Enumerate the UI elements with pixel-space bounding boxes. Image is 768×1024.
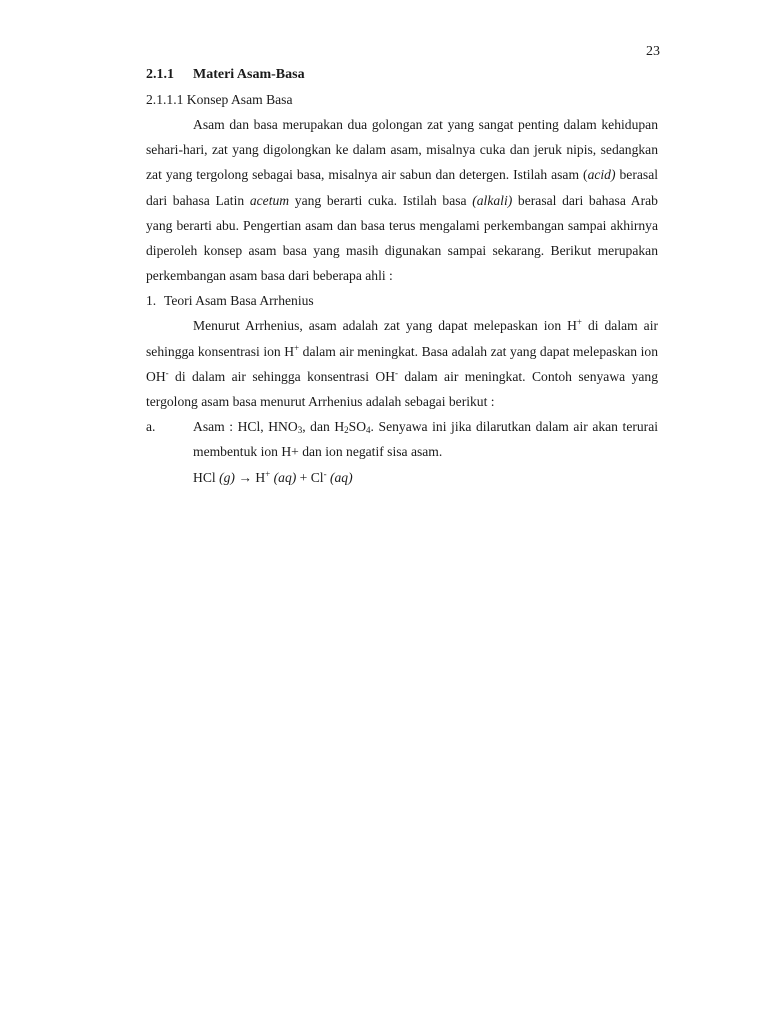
equation-state-gas: (g): [219, 469, 235, 485]
list-item-a: [146, 414, 658, 464]
section-title: Materi Asam-Basa: [193, 66, 305, 82]
item-a-text-2: , dan H: [302, 419, 345, 435]
item-a-text-3: SO: [348, 419, 367, 435]
item-a-text-4: . Senyawa ini jika dilarutkan dalam air akan terurai membentuk ion H+ dan ion negatif sisa asam.: [193, 419, 659, 460]
equation-state-aq: (aq): [326, 469, 353, 485]
intro-text-3: yang berarti cuka. Istilah basa: [289, 192, 473, 208]
intro-paragraph: [146, 112, 658, 288]
theory-text-5: dalam air meningkat. Contoh senyawa yang tergolong asam basa menurut Arrhenius adalah sebagai berikut :: [146, 368, 659, 410]
superscript-minus: -: [165, 367, 169, 378]
equation-cl: + Cl: [296, 469, 324, 485]
intro-term-acid: acid): [587, 167, 616, 183]
theory-text-2: di dalam air sehingga konsentrasi ion H: [146, 318, 659, 359]
theory-paragraph: [146, 313, 658, 414]
intro-text-1: Asam dan basa merupakan dua golongan zat yang sangat penting dalam kehidupan sehari-hari, zat yang digolongkan ke dalam asam, misalnya cuka dan jeruk nipis, sedangkan zat yang tergolong sebagai basa, misalnya air sabun dan detergen. Istilah asam (: [146, 117, 658, 183]
theory-text-1: Menurut Arrhenius, asam adalah zat yang dapat melepaskan ion H: [193, 318, 577, 334]
superscript-plus: +: [265, 468, 271, 479]
superscript-plus: +: [294, 342, 300, 353]
superscript-minus: -: [323, 468, 327, 479]
intro-term-alkali: (alkali): [472, 192, 513, 208]
intro-text-4: berasal dari bahasa Arab yang berarti abu. Pengertian asam dan basa terus mengalami perkembangan sampai akhirnya diperoleh konsep asam basa yang masih digunakan sampai sekarang. Berikut merupakan perkembangan asam basa dari beberapa ahli :: [146, 192, 658, 284]
chemical-equation: [146, 465, 658, 490]
equation-arrow: → H: [234, 469, 266, 485]
theory-title: Teori Asam Basa Arrhenius: [164, 293, 314, 309]
equation-hcl: HCl: [193, 469, 220, 485]
superscript-minus: -: [395, 367, 399, 378]
subsection-heading: 2.1.1.1 Konsep Asam Basa: [146, 91, 293, 107]
equation-state-aq: (aq): [270, 469, 297, 485]
intro-text-2: berasal dari bahasa Latin: [146, 167, 659, 208]
theory-text-4: di dalam air sehingga konsentrasi OH: [168, 368, 396, 384]
theory-heading: [146, 288, 658, 313]
intro-term-acetum: acetum: [249, 192, 290, 208]
page-content: [146, 62, 658, 490]
superscript-plus: +: [576, 317, 582, 328]
list-item-body: [193, 414, 658, 464]
item-a-text-1: Asam : HCl, HNO: [193, 419, 298, 435]
subscript: 3: [297, 425, 303, 436]
section-heading: [146, 62, 658, 87]
subscript: 2: [344, 425, 349, 436]
subscript: 4: [366, 425, 371, 436]
item-a-text: [193, 414, 658, 464]
list-marker: a.: [146, 419, 156, 435]
theory-number: 1.: [146, 293, 157, 309]
page-number: 23: [646, 44, 660, 59]
theory-text-3: dalam air meningkat. Basa adalah zat yang dapat melepaskan ion OH: [146, 343, 658, 384]
section-number: 2.1.1: [146, 66, 174, 82]
